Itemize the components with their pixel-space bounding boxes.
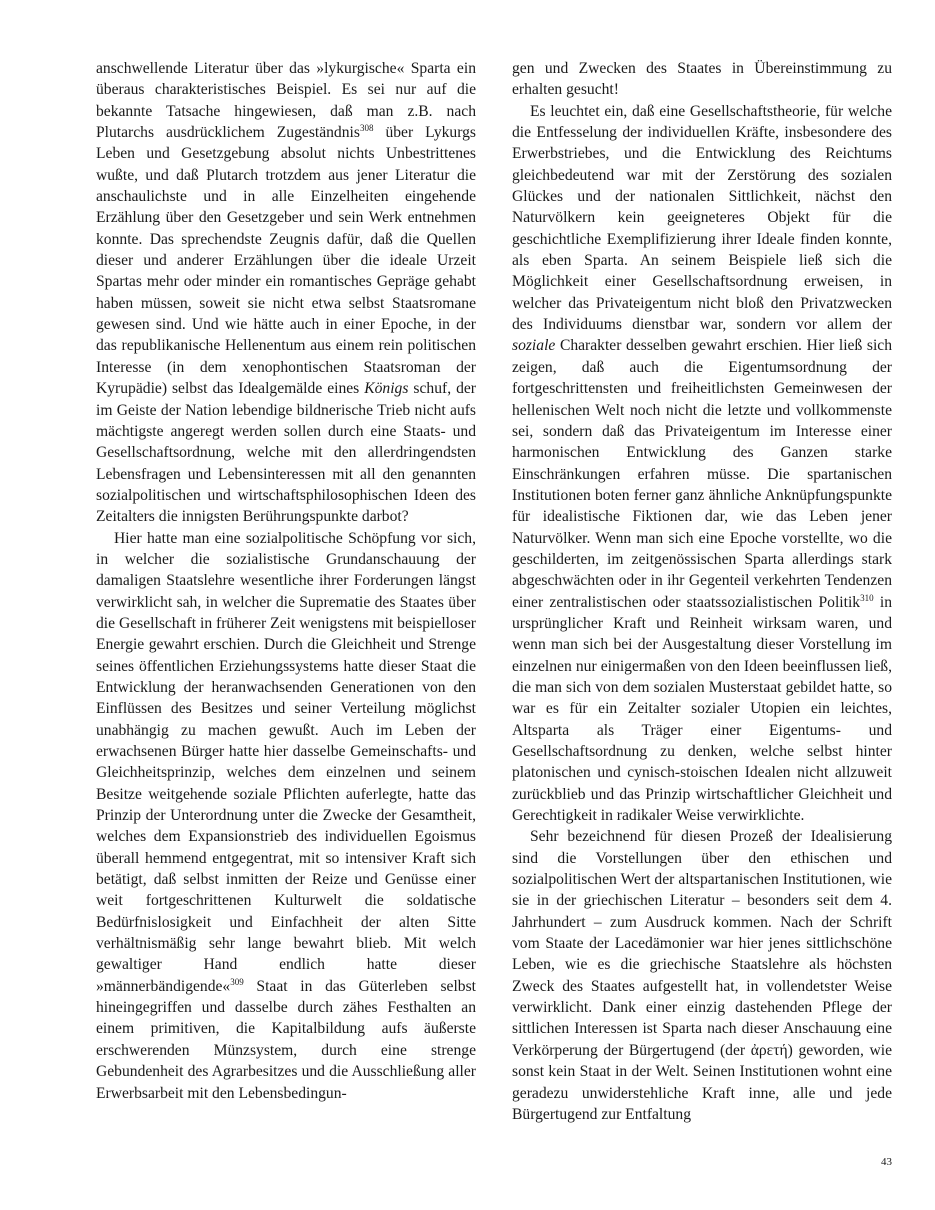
left-column — [96, 58, 476, 1104]
text-run: Es leuchtet ein, daß eine Gesellschaftstheorie, für welche die Entfesselung der individuellen Kräfte, insbesondere des Erwerbstriebes, und die Entwicklung des Reichtums gleichbedeutend war mit der Zerstörung des sozialen Glückes und der nationalen Sittlichkeit, nächst den Naturvölkern kein geeigneteres Objekt für die geschichtliche Exemplifizierung ihrer Ideale finden konnte, als eben Sparta. An seinem Beispiele ließ sich die Möglichkeit einer Gesellschaftsordnung erweisen, in welcher das Privateigentum nicht bloß den Privatzwecken des Individuums dienstbar war, sondern vor allem der — [512, 102, 892, 334]
text-run: Charakter desselben gewahrt erschien. Hier ließ sich zeigen, daß auch die Eigentumsordnung der fortgeschrittensten und freiheitlichsten Gemeinwesen der hellenischen Welt noch nicht die letzte und vollkommenste sei, sondern daß das Privateigentum im Interesse einer harmonischen Entwicklung des Ganzen starke Einschränkungen erfahren müsse. Die spartanischen Institutionen boten ferner ganz ähnliche Anknüpfungspunkte für idealistische Fiktionen dar, wie das Leben jener Naturvölker. Wenn man sich eine Epoche vorstellte, wo die geschilderten, im zeitgenössischen Sparta allerdings stark abgeschwächten oder in ihr Gegenteil verkehrten Tendenzen einer zentralistischen oder staatssozialistischen Politik — [512, 337, 892, 611]
footnote-ref: 309 — [230, 976, 244, 987]
text-run: über Lykurgs Leben und Gesetzgebung absolut nichts Unbestrittenes wußte, und daß Plutarch trotzdem aus jener Literatur die anschaulichste und in alle Einzelheiten eingehende Erzählung über den Gesetzgeber und sein Werk entnehmen konnte. Das sprechendste Zeugnis dafür, daß die Quellen dieser und anderer Erzählungen über die ideale Urzeit Spartas mehr oder minder ein romantisches Gepräge gehabt haben müssen, soweit sie nicht etwa selbst Staatsromane gewesen sind. Und wie hätte auch in einer Epoche, in der das republikanische Hellenentum aus einem rein politischen Interesse (in dem xenophontischen Staatsroman der Kyrupädie) selbst das Idealgemälde eines — [96, 124, 476, 398]
footnote-ref: 308 — [359, 123, 374, 134]
emphasis: Königs — [364, 380, 409, 398]
text-run: Staat in das Güterleben selbst hineingegriffen und dasselbe durch zähes Festhalten an einem primitiven, die Kapitalbildung aufs äußerste erschwerenden Münzsystem, durch eine strenge Gebundenheit des Agrarbesitzes und die Ausschließung aller Erwerbsarbeit mit den Lebensbedingun- — [96, 977, 476, 1102]
text-run: in ursprünglicher Kraft und Reinheit wirksam waren, und wenn man sich bei der Ausgestaltung dieser Vorstellung im einzelnen nur einigermaßen von den Ideen beeinflussen ließ, die man sich von dem sozialen Musterstaat gebildet hatte, so war es für ein Zeitalter sozialer Utopien ein leichtes, Altsparta als Träger einer Eigentums- und Gesellschaftsordnung zu denken, welche selbst hinter platonischen und cynisch-stoischen Idealen nicht allzuweit zurückblieb und das Prinzip wirtschaftlicher Gleichheit und Gerechtigkeit in radikaler Weise verwirklichte. — [512, 593, 893, 825]
page-number: 43 — [881, 1156, 892, 1168]
paragraph — [96, 528, 476, 1104]
text-run: anschwellende Literatur über das »lykurgische« Sparta ein überaus charakteristisches Beispiel. Es sei nur auf die bekannte Tatsache hingewiesen, daß man z.B. nach Plutarchs ausdrücklichem Zugeständnis — [96, 60, 476, 142]
text-run: schuf, der im Geiste der Nation lebendige bildnerische Trieb nicht aufs mächtigste angeregt werden sollen durch eine Staats- und Gesellschaftsordnung, welche mit den allerdringendsten Lebensfragen und Lebensinteressen mit all den genannten sozialpolitischen und wirtschaftsphilosophischen Ideen des Zeitalters die innigsten Berührungspunkte darbot? — [96, 380, 476, 526]
paragraph — [512, 101, 892, 827]
text-run: Sehr bezeichnend für diesen Prozeß der Idealisierung sind die Vorstellungen über den ethischen und sozialpolitischen Wert der altspartanischen Institutionen, wie sie in der griechischen Literatur – besonders seit dem 4. Jahrhundert – zum Ausdruck kommen. Nach der Schrift vom Staate der Lacedämonier war hier jenes sittlichschöne Leben, wie es die griechische Staatslehre als höchsten Zweck des Staates aufgestellt hat, in vollendetster Weise verwirklicht. Dank einer einzig dastehenden Pflege der sittlichen Interessen ist Sparta nach dieser Anschauung eine Verkörperung der Bürgertugend (der ἀρετή) geworden, wie sonst kein Staat in der Welt. Seinen Institutionen wohnt eine geradezu unwiderstehliche Kraft inne, alle und jede Bürgertugend zur Entfaltung — [512, 828, 892, 1123]
text-run: gen und Zwecken des Staates in Übereinstimmung zu erhalten gesucht! — [512, 60, 892, 99]
text-run: Hier hatte man eine sozialpolitische Schöpfung vor sich, in welcher die sozialistische Grundanschauung der damaligen Staatslehre wesentliche ihrer Forderungen längst verwirklicht sah, in welcher die Suprematie des Staates über die Gesellschaft in früherer Zeit wenigstens mit beispielloser Energie gewahrt erschien. Durch die Gleichheit und Strenge seines öffentlichen Erziehungssystems hatte dieser Staat die Entwicklung der heranwachsenden Generationen von den Einflüssen des Besitzes und seiner Verteilung möglichst unabhängig zu machen gewußt. Auch im Leben der erwachsenen Bürger hatte hier dasselbe Gemeinschafts- und Gleichheitsprinzip, welches dem einzelnen und seinem Besitze weitgehende soziale Pflichten auferlegte, hatte das Prinzip der Unterordnung unter die Zwecke der Gesamtheit, welches dem Expansionstrieb des individuellen Egoismus überall hemmend entgegentrat, mit so intensiver Kraft sich betätigt, daß selbst inmitten der Reize und Genüsse einer weit fortgeschrittenen Kulturwelt die soldatische Bedürfnislosigkeit und Einfachheit der alten Sitte verhältnismäßig sehr lange bewahrt blieb. Mit welch gewaltiger Hand endlich hatte dieser »männerbändigende« — [96, 529, 476, 995]
footnote-ref: 310 — [860, 592, 874, 603]
emphasis: soziale — [512, 337, 556, 355]
right-column — [512, 58, 892, 1125]
paragraph — [512, 826, 892, 1125]
paragraph — [96, 58, 476, 528]
paragraph — [512, 58, 892, 101]
